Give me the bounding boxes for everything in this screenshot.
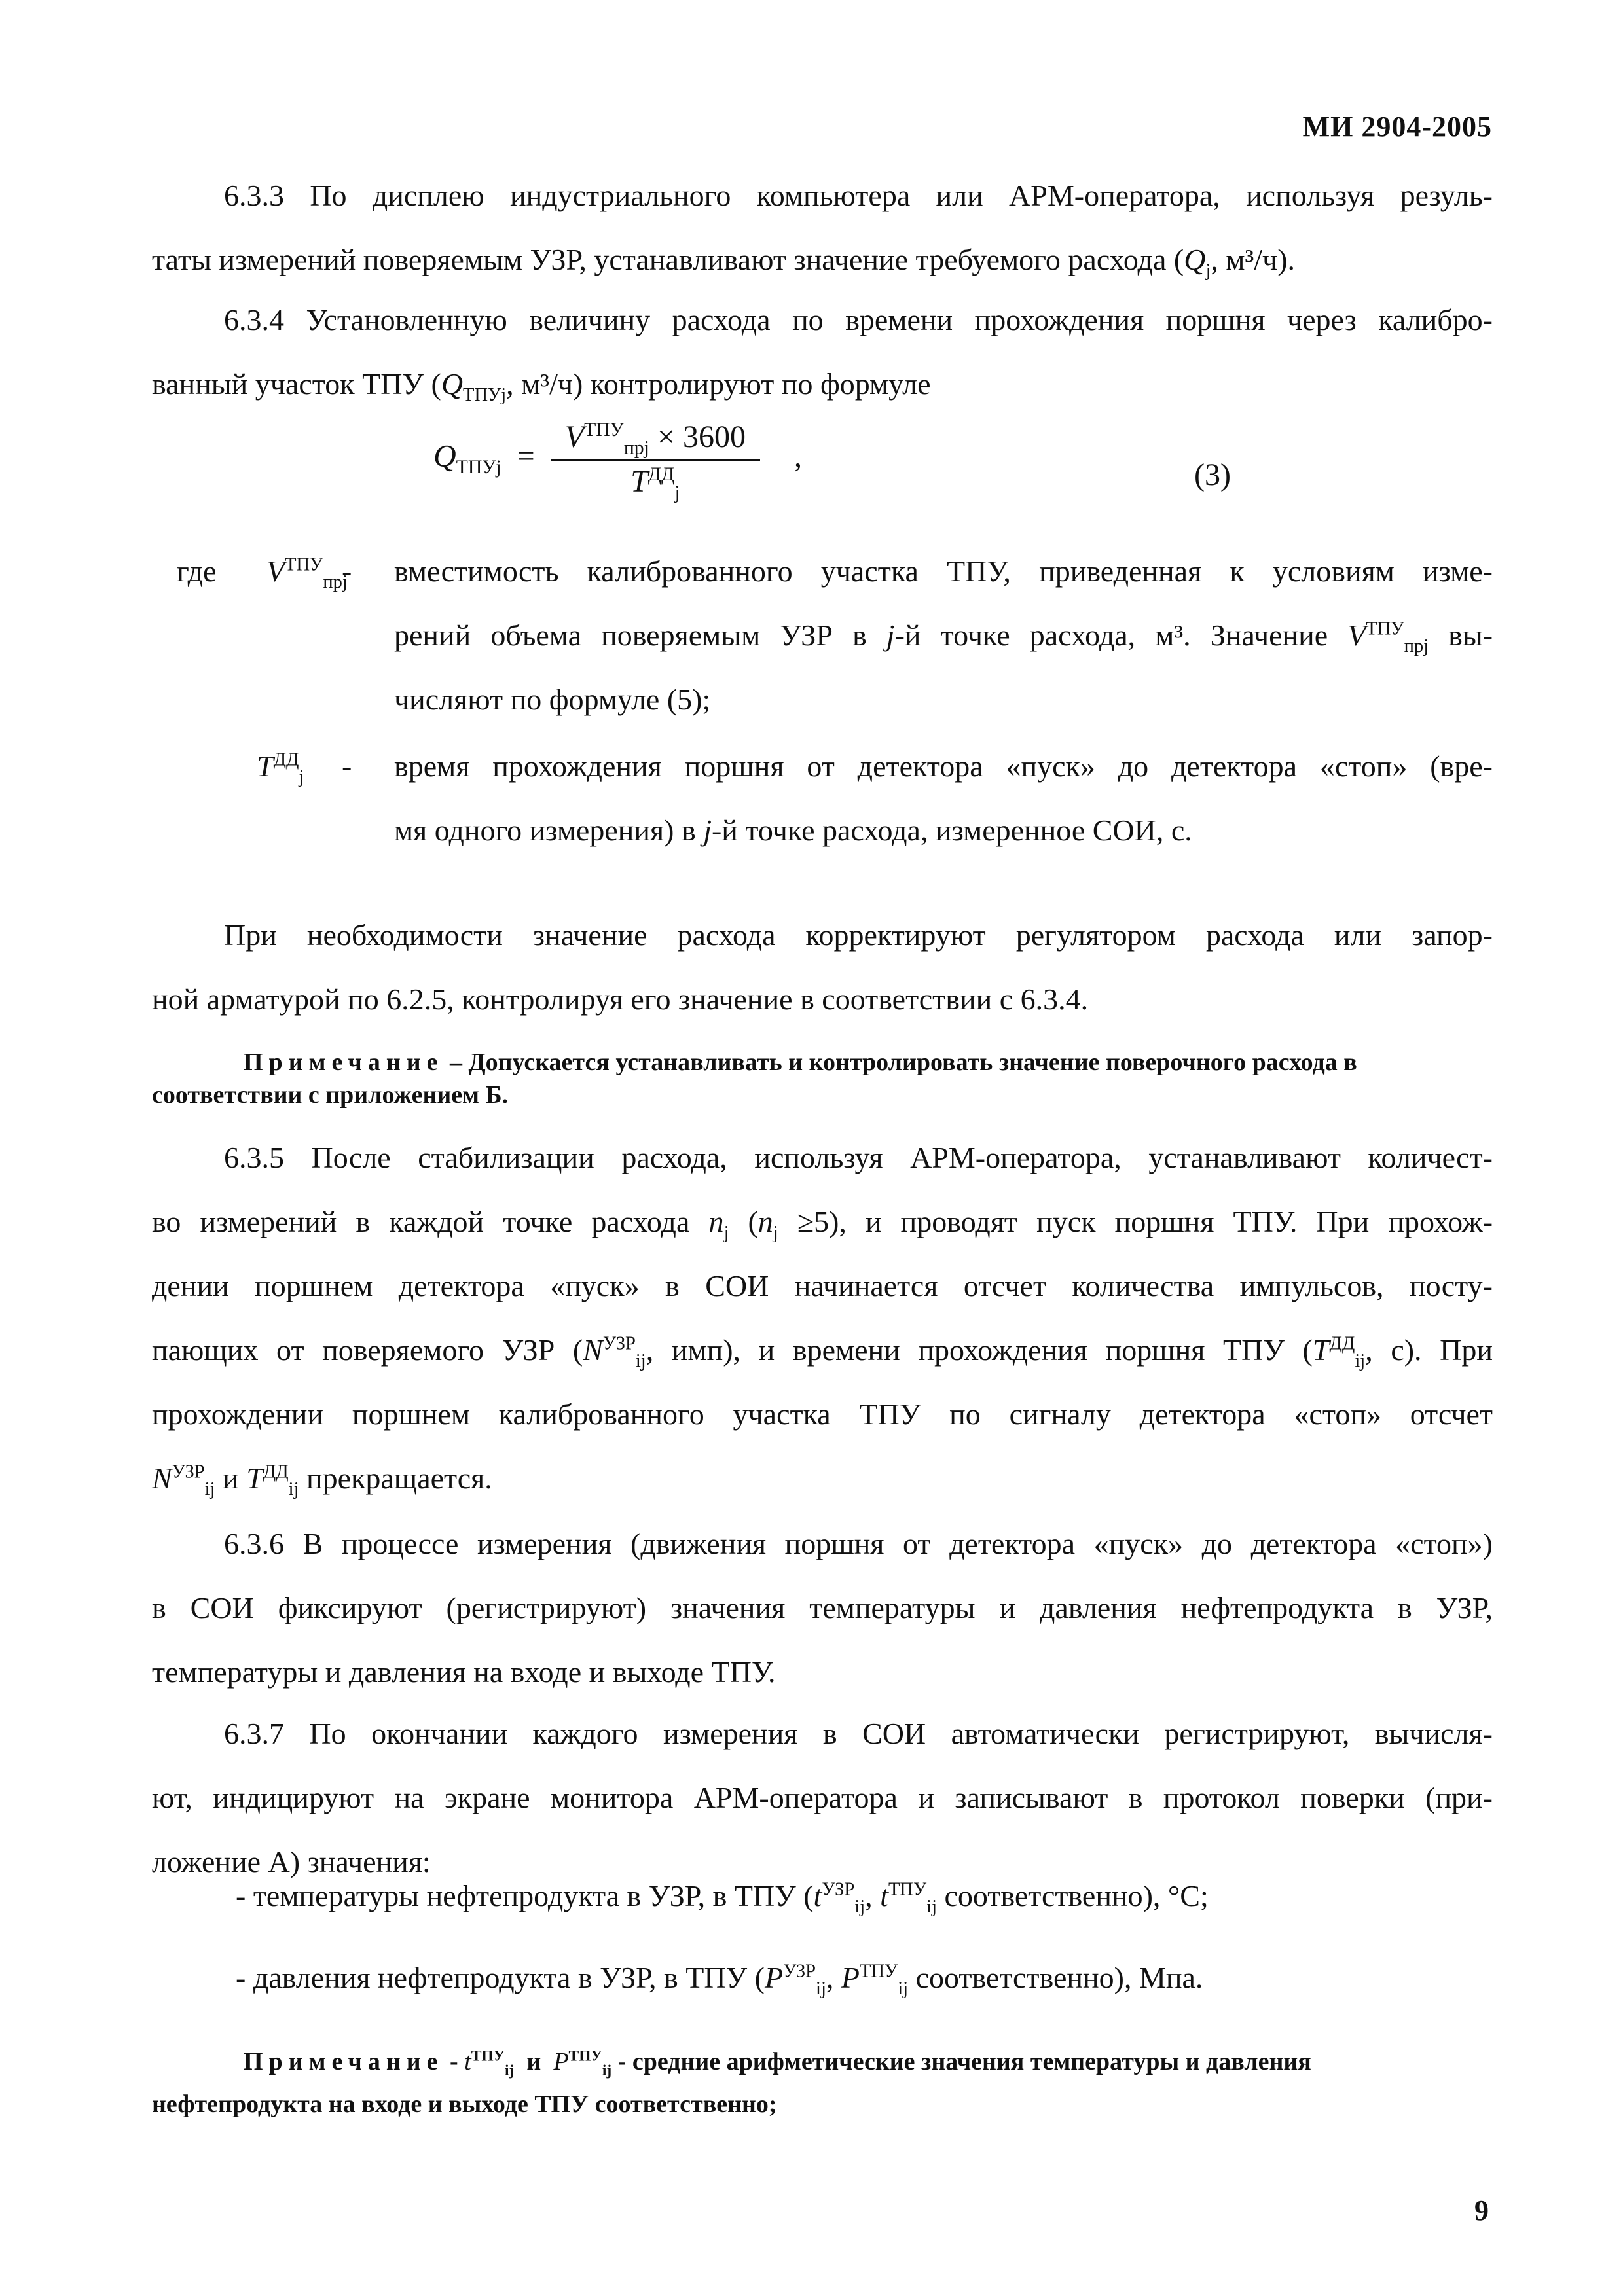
text-fragment: , имп), и времени прохождения поршня ТПУ ( — [646, 1333, 1313, 1367]
formula-fraction — [551, 419, 760, 503]
superscript: ТПУ — [888, 1879, 927, 1900]
definition-dash: - — [342, 554, 352, 588]
text-line — [152, 2036, 1493, 2088]
superscript: ТПУ — [584, 419, 624, 440]
text-fragment: соответственно), °С; — [944, 1879, 1209, 1912]
text-line — [152, 352, 1493, 416]
symbol-t: t — [880, 1879, 888, 1912]
text-line: дении поршнем детектора «пуск» в СОИ начинается отсчет количества импульсов, посту- — [152, 1269, 1493, 1302]
definition-text — [394, 734, 1493, 863]
text-fragment: - — [443, 2048, 465, 2075]
note-2 — [152, 2036, 1493, 2121]
superscript: ДД — [647, 463, 675, 485]
text-line: соответствии с приложением Б. — [152, 1081, 509, 1109]
definition-text — [394, 539, 1493, 732]
paragraph-6-3-5 — [152, 1126, 1493, 1511]
superscript: УЗР — [783, 1961, 816, 1982]
subscript: ij — [635, 1351, 646, 1372]
superscript: УЗР — [602, 1333, 636, 1354]
subscript-j: j — [1205, 260, 1211, 281]
note-label: Примечание — [244, 2048, 444, 2075]
symbol-j: j — [886, 619, 895, 652]
symbol-v-tpu — [266, 539, 348, 603]
text-line: прохождении поршнем калиброванного участка ТПУ по сигналу детектора «стоп» отсчет — [152, 1397, 1493, 1431]
numerator-factor: × 3600 — [657, 420, 746, 454]
symbol-v: V — [1347, 619, 1366, 652]
list-item-temperature — [236, 1878, 1209, 1918]
text-line: ной арматурой по 6.2.5, контролируя его значение в соответствии с 6.3.4. — [152, 982, 1089, 1016]
note-label: Примечание — [244, 1049, 444, 1076]
subscript: ТПУj — [463, 385, 507, 406]
subscript-j: j — [723, 1223, 729, 1244]
page-number: 9 — [1474, 2195, 1489, 2227]
text-fragment: , м³/ч) контролируют по формуле — [506, 367, 931, 401]
symbol-t: t — [464, 2048, 471, 2075]
text-fragment: ванный участок ТПУ ( — [152, 367, 441, 401]
fraction-denominator — [551, 461, 760, 503]
text-line: 6.3.7 По окончании каждого измерения в СОИ автоматически регистрируют, вычисля- — [224, 1717, 1493, 1750]
formula-comma: , — [793, 439, 802, 474]
text-line: нефтепродукта на входе и выходе ТПУ соответственно; — [152, 2090, 777, 2118]
text-fragment: таты измерений поверяемым УЗР, устанавливают значение требуемого расхода ( — [152, 243, 1184, 276]
text-fragment: пающих от поверяемого УЗР ( — [152, 1333, 583, 1367]
symbol-j: j — [703, 814, 712, 847]
symbol-t: T — [1312, 1333, 1330, 1367]
subscript: пpj — [623, 437, 649, 459]
paragraph-correction — [152, 903, 1493, 1031]
subscript: ij — [816, 1979, 826, 2000]
text-fragment: рений объема поверяемым УЗР в — [394, 619, 867, 652]
subscript: ij — [898, 1979, 909, 2000]
subscript: ij — [288, 1479, 299, 1500]
formula-3 — [433, 419, 802, 503]
subscript: пpj — [1404, 636, 1429, 657]
symbol-q: Q — [441, 367, 464, 401]
fraction-numerator — [551, 419, 760, 461]
superscript: ТПУ — [1366, 619, 1404, 639]
text-fragment: – Допускается устанавливать и контролировать значение поверочного расхода в — [443, 1049, 1357, 1076]
text-line: 6.3.4 Установленную величину расхода по времени прохождения поршня через калибро- — [224, 303, 1493, 336]
text-line: числяют по формуле (5); — [394, 683, 711, 716]
symbol-n: N — [152, 1462, 172, 1495]
symbol-p: P — [553, 2048, 569, 2075]
subscript: ij — [602, 2062, 612, 2079]
text-line: вместимость калиброванного участка ТПУ, приведенная к условиям изме- — [394, 554, 1493, 588]
symbol-n: n — [708, 1205, 724, 1238]
superscript: ДД — [273, 749, 299, 770]
superscript: УЗР — [172, 1462, 205, 1482]
definition-v — [152, 539, 1493, 736]
subscript: j — [674, 481, 680, 503]
superscript: ДД — [1329, 1333, 1355, 1354]
note-1 — [152, 1046, 1493, 1111]
text-line: во измерений в каждой точке расхода $n_j$ $(n_j \ge 5)$, и проводят пуск поршня ТПУ. При прохож- — [152, 1205, 1493, 1244]
symbol-t: t — [813, 1879, 822, 1912]
text-line — [394, 603, 1493, 668]
formula-3-row — [152, 419, 1493, 537]
paragraph-6-3-4 — [152, 288, 1493, 416]
paragraph-6-3-3 — [152, 164, 1493, 292]
subscript: ij — [505, 2062, 515, 2079]
symbol-n: N — [583, 1333, 603, 1367]
superscript: УЗР — [822, 1879, 855, 1900]
text-fragment: соответственно), Мпа. — [915, 1961, 1203, 1994]
comma: , — [865, 1879, 873, 1912]
text-fragment: прекращается. — [306, 1462, 492, 1495]
text-fragment: ≥5), и проводят пуск поршня ТПУ. При прохож- — [797, 1205, 1493, 1238]
text-line: ют, индицируют на экране монитора АРМ-оператора и записывают в протокол поверки (при- — [152, 1781, 1493, 1814]
text-fragment: , м³/ч). — [1211, 243, 1296, 276]
equation-number: (3) — [1194, 457, 1231, 492]
subscript: ij — [1355, 1351, 1366, 1372]
symbol-v: V — [266, 554, 285, 588]
text-fragment: - средние арифметические значения температуры и давления — [611, 2048, 1311, 2075]
formula-lhs-sub: ТПУj — [456, 456, 501, 478]
definition-dash: - — [342, 749, 352, 783]
text-fragment: вы- — [1448, 619, 1493, 652]
text-fragment: и — [223, 1462, 239, 1495]
superscript: ТПУ — [285, 554, 323, 575]
text-line: температуры и давления на входе и выходе ТПУ. — [152, 1655, 776, 1689]
text-line — [394, 798, 1493, 863]
text-line: время прохождения поршня от детектора «пуск» до детектора «стоп» (вре- — [394, 749, 1493, 783]
text-fragment: и — [526, 2048, 541, 2075]
text-line — [152, 1446, 1493, 1511]
superscript: ТПУ — [860, 1961, 898, 1982]
text-line: в СОИ фиксируют (регистрируют) значения температуры и давления нефтепродукта в УЗР, — [152, 1591, 1493, 1624]
formula-lhs: Q — [433, 439, 456, 474]
text-line: 6.3.5 После стабилизации расхода, используя АРМ-оператора, устанавливают количест- — [224, 1141, 1493, 1174]
subscript-j: j — [773, 1223, 778, 1244]
symbol-t-dd — [257, 734, 304, 798]
definition-t — [152, 734, 1493, 865]
symbol-t: T — [257, 749, 274, 783]
text-line: 6.3.6 В процессе измерения (движения поршня от детектора «пуск» до детектора «стоп») — [224, 1527, 1493, 1560]
text-fragment: -й точке расхода, м³. Значение — [894, 619, 1328, 652]
paragraph-6-3-7 — [152, 1702, 1493, 1894]
symbol-t: T — [630, 464, 648, 499]
text-line — [152, 1318, 1493, 1382]
symbol-v: V — [564, 420, 585, 454]
text-fragment: -й точке расхода, измеренное СОИ, с. — [711, 814, 1192, 847]
text-line: 6.3.3 По дисплею индустриального компьютера или АРМ-оператора, используя резуль- — [224, 179, 1493, 212]
document-code: МИ 2904-2005 — [1302, 111, 1492, 143]
symbol-p: P — [764, 1961, 784, 1994]
symbol-p: P — [841, 1961, 860, 1994]
superscript: ТПУ — [471, 2047, 505, 2065]
equals-sign: = — [509, 439, 543, 474]
superscript: ТПУ — [568, 2047, 602, 2065]
subscript: j — [299, 767, 304, 788]
text-line: ложение А) значения: — [152, 1845, 431, 1878]
text-line — [152, 1046, 1493, 1079]
comma: , — [826, 1961, 834, 1994]
text-line: При необходимости значение расхода корректируют регулятором расхода или запор- — [224, 918, 1493, 952]
text-fragment: - давления нефтепродукта в УЗР, в ТПУ ( — [236, 1961, 765, 1994]
text-fragment: во измерений в каждой точке расхода — [152, 1205, 690, 1238]
paragraph-6-3-6 — [152, 1512, 1493, 1704]
where-label: где — [177, 554, 217, 588]
subscript: ij — [854, 1897, 866, 1918]
symbol-t: T — [246, 1462, 263, 1495]
text-fragment: мя одного измерения) в — [394, 814, 696, 847]
subscript: ij — [204, 1479, 215, 1500]
text-fragment: - температуры нефтепродукта в УЗР, в ТПУ ( — [236, 1879, 814, 1912]
superscript: ДД — [263, 1462, 289, 1482]
symbol-n: n — [757, 1205, 773, 1238]
symbol-q: Q — [1184, 243, 1206, 276]
subscript: пpj — [323, 572, 348, 593]
list-item-pressure — [236, 1960, 1203, 2000]
text-fragment: , с). При — [1365, 1333, 1493, 1367]
subscript: ij — [926, 1897, 937, 1918]
text-line — [152, 228, 1493, 292]
